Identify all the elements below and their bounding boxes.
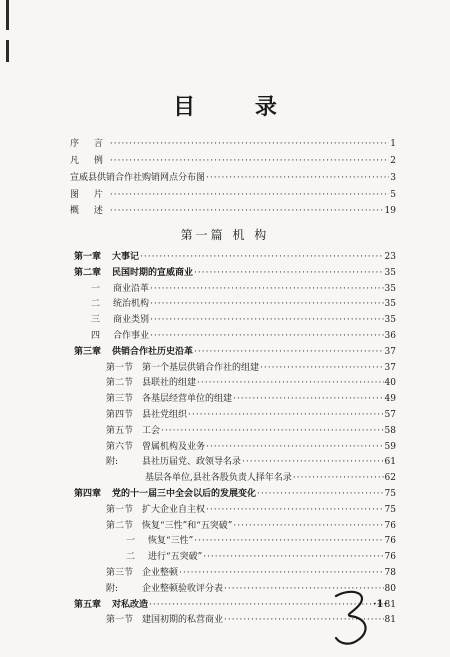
section-entry — [106, 456, 396, 469]
toc-entry-label: 基层各单位,县社各股负责人择年名录 — [145, 473, 292, 484]
toc-entry-page: 35 — [384, 267, 396, 278]
toc-entry-label: 序 言 — [70, 139, 109, 149]
leader-dots — [233, 393, 384, 406]
toc-entry-number: 一 — [91, 283, 101, 294]
toc-entry-page: 49 — [384, 394, 396, 405]
toc-entry-label: 曾属机构及业务 — [142, 441, 206, 452]
leader-dots — [110, 138, 389, 151]
scan-edge-mark — [6, 0, 9, 30]
toc-entry-label: 恢复“三性”和“五突破” — [142, 520, 233, 531]
front-matter-entry — [70, 138, 396, 151]
toc-entry-label: 概 述 — [70, 206, 109, 216]
leader-dots — [260, 362, 384, 375]
section-entry — [106, 377, 396, 390]
toc-entry-number: 第一章 — [74, 252, 102, 262]
handwritten-three-mark — [328, 588, 378, 648]
toc-entry-page: 80 — [384, 583, 396, 594]
chapter-entry — [74, 488, 396, 501]
section-entry — [106, 567, 396, 580]
toc-entry-number: 第二节 — [106, 520, 134, 531]
leader-dots — [194, 267, 384, 280]
leader-dots — [197, 377, 384, 390]
leader-dots — [233, 520, 383, 533]
toc-entry-number: 二 — [126, 552, 136, 563]
toc-entry-number: 一 — [126, 536, 136, 547]
chapter-entry — [74, 251, 396, 264]
toc-entry-page: 62 — [384, 473, 396, 484]
front-matter-entry — [70, 205, 396, 218]
toc-entry-page: 35 — [384, 283, 396, 294]
leader-dots — [206, 441, 384, 454]
leader-dots — [188, 409, 384, 422]
toc-entry-label: 宣威县供销合作社购销网点分布图 — [70, 173, 206, 183]
toc-entry-page: 37 — [384, 362, 396, 373]
toc-entry-number: 第三章 — [74, 346, 102, 357]
toc-entry-number: 四 — [91, 331, 101, 341]
toc-entry-label: 对私改造 — [112, 599, 149, 610]
toc-entry-page: 81 — [384, 615, 396, 626]
toc-entry-number: 二 — [91, 299, 101, 310]
toc-entry-page: 57 — [384, 410, 396, 420]
toc-entry-page: 23 — [384, 252, 396, 262]
leader-dots — [110, 205, 384, 218]
section-entry — [91, 283, 396, 296]
toc-entry-number: 第四章 — [74, 489, 102, 499]
leader-dots — [206, 172, 389, 185]
leader-dots — [179, 567, 384, 580]
leader-dots — [161, 425, 384, 438]
toc-entry-number: 第二节 — [106, 378, 134, 389]
toc-entry-number: 第五章 — [74, 599, 102, 610]
leader-dots — [150, 298, 384, 311]
section-title: 第一篇 机 构 — [180, 228, 270, 242]
section-entry — [91, 314, 396, 327]
toc-entry-number: 附: — [106, 457, 119, 468]
section-entry — [145, 472, 396, 485]
toc-entry-page: 76 — [384, 552, 396, 563]
section-entry — [106, 409, 396, 422]
toc-entry-page: 61 — [384, 457, 396, 468]
toc-entry-label: 进行“五突破” — [148, 552, 203, 563]
section-entry — [106, 362, 396, 375]
front-matter-entry — [70, 155, 396, 168]
toc-entry-label: 党的十一届三中全会以后的发展变化 — [112, 489, 257, 499]
toc-entry-page: 36 — [384, 331, 396, 341]
leader-dots — [110, 155, 389, 168]
chapter-entry — [74, 267, 396, 280]
toc-entry-label: 凡 例 — [70, 156, 109, 166]
section-entry — [106, 441, 396, 454]
toc-entry-label: 企业整顿 — [142, 568, 179, 578]
toc-entry-number: 三 — [91, 315, 101, 326]
front-matter-entry — [70, 172, 396, 185]
toc-entry-label: 各基层经营单位的组建 — [142, 394, 233, 405]
toc-entry-page: 2 — [390, 156, 396, 166]
page-title: 目 录 — [173, 94, 303, 120]
toc-entry-page: 19 — [384, 206, 396, 216]
toc-entry-label: 合作事业 — [113, 331, 150, 341]
toc-entry-page: 76 — [384, 536, 396, 547]
toc-entry-page: 75 — [384, 504, 396, 515]
toc-entry-page: 1 — [390, 139, 396, 149]
leader-dots — [140, 251, 384, 264]
toc-entry-label: 供销合作社历史沿革 — [112, 346, 194, 357]
toc-entry-number: 第一节 — [106, 504, 134, 515]
toc-entry-page: 37 — [384, 346, 396, 357]
section-entry — [106, 520, 396, 533]
toc-entry-number: 第二章 — [74, 267, 102, 278]
leader-dots — [257, 488, 384, 501]
toc-entry-label: 民国时期的宣威商业 — [112, 267, 194, 278]
toc-entry-label: 恢复“三性” — [148, 536, 194, 547]
toc-entry-label: 商业类别 — [113, 315, 150, 326]
toc-entry-page: 76 — [384, 520, 396, 531]
toc-entry-page: 59 — [384, 441, 396, 452]
toc-entry-label: 图 片 — [70, 190, 109, 200]
section-entry — [106, 425, 396, 438]
toc-entry-number: 第四节 — [106, 410, 134, 420]
section-entry — [106, 393, 396, 406]
toc-entry-number: 第三节 — [106, 394, 134, 405]
toc-entry-label: 企业整顿验收评分表 — [142, 583, 224, 594]
toc-entry-page: 40 — [384, 378, 396, 389]
leader-dots — [206, 504, 384, 517]
toc-entry-label: 县社党组织 — [142, 410, 188, 420]
toc-entry-page: 58 — [384, 425, 396, 436]
toc-entry-label: 商业沿革 — [113, 283, 150, 294]
toc-entry-page: 3 — [390, 173, 396, 183]
section-entry — [91, 298, 396, 311]
leader-dots — [194, 346, 384, 359]
toc-entry-label: 县联社的组建 — [142, 378, 197, 389]
leader-dots — [203, 551, 383, 564]
toc-entry-number: 第三节 — [106, 568, 134, 578]
toc-entry-page: 81 — [384, 599, 396, 610]
toc-entry-number: 第一节 — [106, 362, 134, 373]
leader-dots — [110, 189, 389, 202]
leader-dots — [150, 283, 384, 296]
toc-entry-page: 35 — [384, 315, 396, 326]
section-entry — [91, 330, 396, 343]
leader-dots — [150, 330, 384, 343]
section-entry — [126, 551, 396, 564]
section-entry — [106, 504, 396, 517]
toc-entry-number: 第五节 — [106, 425, 134, 436]
scan-edge-mark — [6, 40, 9, 62]
toc-entry-number: 附: — [106, 583, 119, 594]
toc-entry-label: 建国初期的私营商业 — [142, 615, 224, 626]
toc-entry-label: 第一个基层供销合作社的组建 — [142, 362, 260, 373]
toc-entry-page: 5 — [390, 190, 396, 200]
toc-entry-label: 工会 — [142, 425, 161, 436]
chapter-entry — [74, 346, 396, 359]
toc-entry-label: 扩大企业自主权 — [142, 504, 206, 515]
leader-dots — [194, 535, 383, 548]
toc-entry-number: 第一节 — [106, 615, 134, 626]
toc-entry-page: 75 — [384, 489, 396, 499]
leader-dots — [150, 314, 384, 327]
toc-entry-label: 县社历届党、政领导名录 — [142, 457, 242, 468]
toc-entry-page: 78 — [384, 568, 396, 578]
leader-dots — [293, 472, 384, 485]
toc-entry-number: 第六节 — [106, 441, 134, 452]
front-matter-entry — [70, 189, 396, 202]
toc-entry-label: 统治机构 — [113, 299, 150, 310]
leader-dots — [242, 456, 384, 469]
section-entry — [126, 535, 396, 548]
toc-entry-page: 35 — [384, 299, 396, 310]
toc-entry-label: 大事记 — [112, 252, 140, 262]
page-number: ·1· — [373, 599, 387, 610]
